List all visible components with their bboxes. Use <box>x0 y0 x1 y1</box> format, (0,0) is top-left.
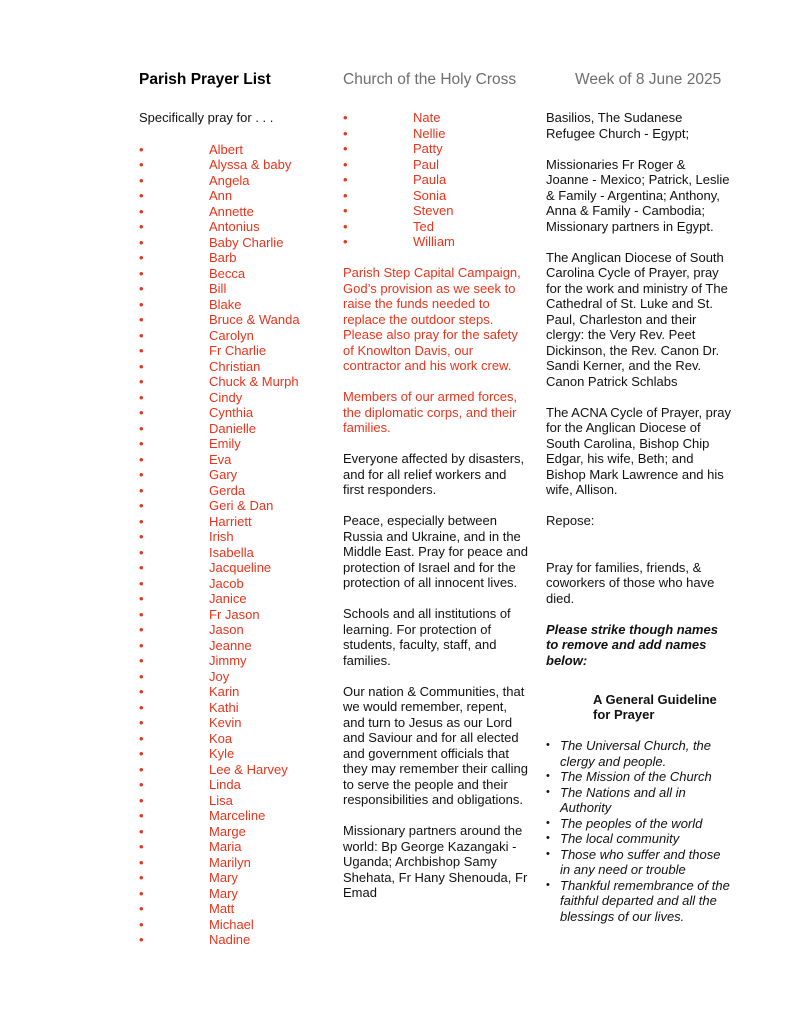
prayer-name: Fr Charlie <box>209 343 267 358</box>
prayer-name-item <box>139 390 339 406</box>
prayer-name: Maria <box>209 839 242 854</box>
prayer-name-item <box>343 203 528 219</box>
bullet-icon: • <box>546 739 550 751</box>
bullet-icon: • <box>139 265 144 281</box>
prayer-name: Gerda <box>209 482 246 498</box>
bullet-icon: • <box>139 792 144 808</box>
prayer-name-item <box>139 483 339 499</box>
bullet-icon: • <box>139 932 144 947</box>
prayer-name: William <box>413 234 455 249</box>
bullet-icon: • <box>139 312 144 327</box>
prayer-name-item <box>139 204 339 220</box>
bullet-icon: • <box>139 389 144 405</box>
bullet-icon: • <box>546 785 550 798</box>
guideline-text: The Mission of the Church <box>560 769 712 784</box>
bullet-icon: • <box>139 467 144 482</box>
bullet-icon: • <box>139 420 144 436</box>
prayer-name: Patty <box>413 141 443 156</box>
prayer-name: Chuck & Murph <box>209 374 299 389</box>
prayer-name: Linda <box>209 777 241 792</box>
bullet-icon: • <box>139 374 144 389</box>
prayer-name: Carolyn <box>209 327 254 343</box>
prayer-name: Nate <box>413 110 441 125</box>
prayer-name-item <box>139 669 339 685</box>
prayer-names-list-continued <box>343 110 528 250</box>
prayer-name-item <box>139 762 339 778</box>
prayer-name-item <box>139 421 339 437</box>
intention-paragraph: Peace, especially between Russia and Ukraine, and in the Middle East. Pray for peace and protection of Israel and for the protection of all innocent lives. <box>343 513 528 590</box>
intention-paragraph: The Anglican Diocese of South Carolina Cycle of Prayer, pray for the work and ministry of The Cathedral of St. Luke and St. Paul, Charleston and their clergy: the Very Rev. Peet Dickinson, the Rev. Canon Dr. Sandi Kerner, and the Rev. Canon Patrick Schlabs <box>546 249 728 389</box>
guideline-item <box>546 738 731 769</box>
prayer-name: Isabella <box>209 544 254 560</box>
church-name: Church of the Holy Cross <box>343 71 517 88</box>
prayer-name-item <box>139 173 339 189</box>
bullet-icon: • <box>139 219 144 234</box>
prayer-name: Nellie <box>413 125 446 141</box>
bullet-icon: • <box>546 816 550 829</box>
prayer-name-item <box>139 281 339 297</box>
prayer-name-item <box>139 467 339 483</box>
intentions-list-continued <box>546 110 731 529</box>
guideline-item <box>546 878 731 925</box>
prayer-name-item <box>343 172 528 188</box>
prayer-name-item <box>139 808 339 824</box>
bullet-icon: • <box>139 854 144 870</box>
bullet-icon: • <box>139 250 144 265</box>
guideline-item <box>546 816 731 832</box>
prayer-name-item <box>139 684 339 700</box>
bullet-icon: • <box>139 560 144 575</box>
prayer-name: Janice <box>209 591 247 606</box>
prayer-name-item <box>139 436 339 452</box>
prayer-name-item <box>139 607 339 623</box>
prayer-name-item <box>139 219 339 235</box>
prayer-name: Danielle <box>209 420 256 436</box>
prayer-name: Jeanne <box>209 637 252 653</box>
names-column-1 <box>139 110 339 948</box>
bullet-icon: • <box>139 730 144 746</box>
bullet-icon: • <box>139 327 144 343</box>
week-date: Week of 8 June 2025 <box>575 71 722 88</box>
guideline-text: Thankful remembrance of the faithful departed and all the blessings of our lives. <box>560 877 730 924</box>
bullet-icon: • <box>139 823 144 839</box>
bullet-icon: • <box>546 832 550 844</box>
prayer-name: Harriett <box>209 513 252 529</box>
prayer-name: Marge <box>209 823 246 839</box>
prayer-name: Koa <box>209 730 233 746</box>
bullet-icon: • <box>139 870 144 885</box>
bullet-icon: • <box>139 761 144 777</box>
bullet-icon: • <box>139 296 144 312</box>
bullet-icon: • <box>139 157 144 172</box>
prayer-name-item <box>139 870 339 886</box>
prayer-name-item <box>139 374 339 390</box>
prayer-name: Jacqueline <box>209 560 272 575</box>
strike-note: Please strike though names to remove and add names below: <box>546 621 718 668</box>
prayer-name: Kyle <box>209 746 235 761</box>
prayer-name: Matt <box>209 901 235 916</box>
prayer-name-item <box>139 545 339 561</box>
prayer-names-list <box>139 142 339 948</box>
pray-families-text: Pray for families, friends, & coworkers of those who have died. <box>546 559 715 606</box>
bullet-icon: • <box>139 188 144 203</box>
intention-paragraph: Schools and all institutions of learning. For protection of students, faculty, staff, and families. <box>343 606 511 668</box>
bullet-icon: • <box>139 498 144 513</box>
prayer-name-item <box>139 715 339 731</box>
prayer-name: Irish <box>209 529 234 544</box>
prayer-name-item <box>139 250 339 266</box>
bullet-icon: • <box>139 901 144 916</box>
guideline-text: The Nations and all in Authority <box>560 784 686 815</box>
prayer-name: Christian <box>209 358 261 374</box>
prayer-name: Marilyn <box>209 854 251 870</box>
prayer-name: Marceline <box>209 808 266 823</box>
prayer-name-item <box>343 110 528 126</box>
guideline-title: A General Guideline for Prayer <box>593 691 717 722</box>
intention-paragraph: The ACNA Cycle of Prayer, pray for the Anglican Diocese of South Carolina, Bishop Chip Edgar, his wife, Beth; and Bishop Mark Lawrence and his wife, Allison. <box>546 404 731 497</box>
intro-text: Specifically pray for . . . <box>139 110 274 125</box>
prayer-name-item <box>139 405 339 421</box>
prayer-name-item <box>139 576 339 592</box>
bullet-icon: • <box>139 544 144 560</box>
bullet-icon: • <box>139 808 144 823</box>
prayer-name: Paula <box>413 172 447 187</box>
bullet-icon: • <box>343 203 348 218</box>
bullet-icon: • <box>546 878 550 891</box>
prayer-name-item <box>139 793 339 809</box>
bullet-icon: • <box>139 141 144 157</box>
prayer-name: Michael <box>209 916 254 932</box>
prayer-name: Jacob <box>209 575 244 591</box>
guideline-item <box>546 847 731 878</box>
prayer-name-item <box>343 234 528 250</box>
bullet-icon: • <box>139 916 144 932</box>
prayer-name: Becca <box>209 265 246 281</box>
prayer-name: Joy <box>209 668 230 684</box>
prayer-name: Fr Jason <box>209 606 260 622</box>
bullet-icon: • <box>139 482 144 498</box>
prayer-name-item <box>139 746 339 762</box>
prayer-name-item <box>139 932 339 948</box>
bullet-icon: • <box>139 405 144 420</box>
bullet-icon: • <box>343 125 348 141</box>
prayer-name-item <box>343 141 528 157</box>
guideline-text: The local community <box>560 831 680 846</box>
bullet-icon: • <box>139 653 144 668</box>
prayer-name-item <box>139 297 339 313</box>
prayer-name: Mary <box>209 885 238 901</box>
bullet-icon: • <box>139 281 144 296</box>
prayer-name: Sonia <box>413 187 447 203</box>
prayer-name: Jason <box>209 622 244 637</box>
bullet-icon: • <box>139 436 144 451</box>
bullet-icon: • <box>343 156 348 172</box>
prayer-name: Blake <box>209 296 242 312</box>
bullet-icon: • <box>139 591 144 606</box>
bullet-icon: • <box>139 203 144 219</box>
prayer-name-item <box>139 359 339 375</box>
prayer-name: Alyssa & baby <box>209 157 292 172</box>
prayer-name-item <box>139 529 339 545</box>
prayer-name-item <box>139 560 339 576</box>
prayer-name: Paul <box>413 156 440 172</box>
prayer-name-item <box>139 498 339 514</box>
guideline-list <box>546 738 731 924</box>
bullet-icon: • <box>139 451 144 467</box>
guideline-item <box>546 785 731 816</box>
intentions-list <box>343 265 528 901</box>
prayer-name: Kathi <box>209 699 239 715</box>
prayer-name: Karin <box>209 684 240 699</box>
prayer-name-item <box>343 126 528 142</box>
bullet-icon: • <box>343 141 348 156</box>
bullet-icon: • <box>343 218 348 234</box>
bullet-icon: • <box>139 777 144 792</box>
prayer-name: Cynthia <box>209 405 254 420</box>
bullet-icon: • <box>546 847 550 860</box>
bullet-icon: • <box>343 172 348 187</box>
prayer-name-item <box>139 855 339 871</box>
bullet-icon: • <box>139 839 144 854</box>
prayer-name-item <box>139 591 339 607</box>
intentions-column-3 <box>546 110 731 924</box>
prayer-name-item <box>139 142 339 158</box>
bullet-icon: • <box>139 885 144 901</box>
guideline-text: Those who suffer and those in any need or trouble <box>560 846 721 877</box>
prayer-name-item <box>139 917 339 933</box>
prayer-name-item <box>139 638 339 654</box>
prayer-name-item <box>139 901 339 917</box>
bullet-icon: • <box>139 234 144 250</box>
bullet-icon: • <box>139 684 144 699</box>
bullet-icon: • <box>139 622 144 637</box>
prayer-name: Emily <box>209 436 241 451</box>
prayer-name-item <box>139 514 339 530</box>
guideline-item <box>546 769 731 785</box>
prayer-name-item <box>139 777 339 793</box>
prayer-name: Kevin <box>209 715 242 730</box>
prayer-name-item <box>139 235 339 251</box>
bullet-icon: • <box>139 529 144 544</box>
bullet-icon: • <box>139 575 144 591</box>
prayer-name: Bill <box>209 281 227 296</box>
intention-paragraph: Members of our armed forces, the diplomatic corps, and their families. <box>343 389 518 435</box>
intention-paragraph: Our nation & Communities, that we would remember, repent, and turn to Jesus as our Lord and Saviour and for all elected and government officials that they may remember their calling to serve the people and their responsibilities and obligations. <box>343 683 528 807</box>
prayer-name: Barb <box>209 250 237 265</box>
prayer-name: Geri & Dan <box>209 498 274 513</box>
prayer-name-item <box>139 343 339 359</box>
prayer-name: Ted <box>413 218 434 234</box>
prayer-name-item <box>139 188 339 204</box>
prayer-name-item <box>139 622 339 638</box>
intention-paragraph: Missionary partners around the world: Bp George Kazangaki - Uganda; Archbishop Samy Shehata, Fr Hany Shenouda, Fr Emad <box>343 823 528 900</box>
prayer-name: Eva <box>209 451 232 467</box>
prayer-name-item <box>139 312 339 328</box>
prayer-name: Jimmy <box>209 653 247 668</box>
prayer-name-item <box>139 839 339 855</box>
guideline-text: The Universal Church, the clergy and people. <box>560 738 712 769</box>
bullet-icon: • <box>139 358 144 374</box>
prayer-name: Albert <box>209 141 243 157</box>
prayer-name-item <box>139 452 339 468</box>
prayer-name-item <box>139 157 339 173</box>
bullet-icon: • <box>139 343 144 358</box>
prayer-name: Bruce & Wanda <box>209 312 300 327</box>
guideline-item <box>546 831 731 847</box>
bullet-icon: • <box>546 770 550 782</box>
page-title: Parish Prayer List <box>139 71 271 88</box>
bullet-icon: • <box>139 699 144 715</box>
prayer-name-item <box>139 700 339 716</box>
prayer-name: Angela <box>209 172 250 188</box>
prayer-name: Gary <box>209 467 238 482</box>
prayer-name: Ann <box>209 188 233 203</box>
prayer-name: Antonius <box>209 219 260 234</box>
prayer-name-item <box>139 328 339 344</box>
prayer-name-item <box>343 157 528 173</box>
intention-paragraph: Missionaries Fr Roger & Joanne - Mexico; Patrick, Leslie & Family - Argentina; Anthony, Anna & Family - Cambodia; Missionary partners in Egypt. <box>546 156 730 234</box>
prayer-name-item <box>139 266 339 282</box>
bullet-icon: • <box>343 234 348 249</box>
bullet-icon: • <box>139 513 144 529</box>
prayer-name-item <box>343 219 528 235</box>
names-column-2 <box>343 110 528 916</box>
bullet-icon: • <box>139 668 144 684</box>
intention-paragraph: Everyone affected by disasters, and for all relief workers and first responders. <box>343 451 525 497</box>
prayer-name: Lee & Harvey <box>209 761 288 777</box>
prayer-name: Baby Charlie <box>209 234 284 250</box>
bullet-icon: • <box>139 606 144 622</box>
prayer-name: Mary <box>209 870 238 885</box>
prayer-name-item <box>139 653 339 669</box>
bullet-icon: • <box>139 172 144 188</box>
prayer-name: Steven <box>413 203 454 218</box>
prayer-name: Annette <box>209 203 254 219</box>
prayer-name-item <box>139 731 339 747</box>
bullet-icon: • <box>139 715 144 730</box>
prayer-name-item <box>343 188 528 204</box>
bullet-icon: • <box>343 187 348 203</box>
prayer-name: Lisa <box>209 792 233 808</box>
bullet-icon: • <box>343 110 348 125</box>
prayer-name: Cindy <box>209 389 243 405</box>
prayer-name: Nadine <box>209 932 251 947</box>
intention-paragraph: Basilios, The Sudanese Refugee Church - Egypt; <box>546 110 690 141</box>
guideline-text: The peoples of the world <box>560 815 703 831</box>
intention-paragraph: Parish Step Capital Campaign, God’s provision as we seek to raise the funds needed to replace the outdoor steps. Please also pray for the safety of Knowlton Davis, our contractor and his work crew. <box>343 265 521 373</box>
bullet-icon: • <box>139 637 144 653</box>
intention-paragraph: Repose: <box>546 513 595 528</box>
bullet-icon: • <box>139 746 144 761</box>
prayer-name-item <box>139 824 339 840</box>
prayer-name-item <box>139 886 339 902</box>
